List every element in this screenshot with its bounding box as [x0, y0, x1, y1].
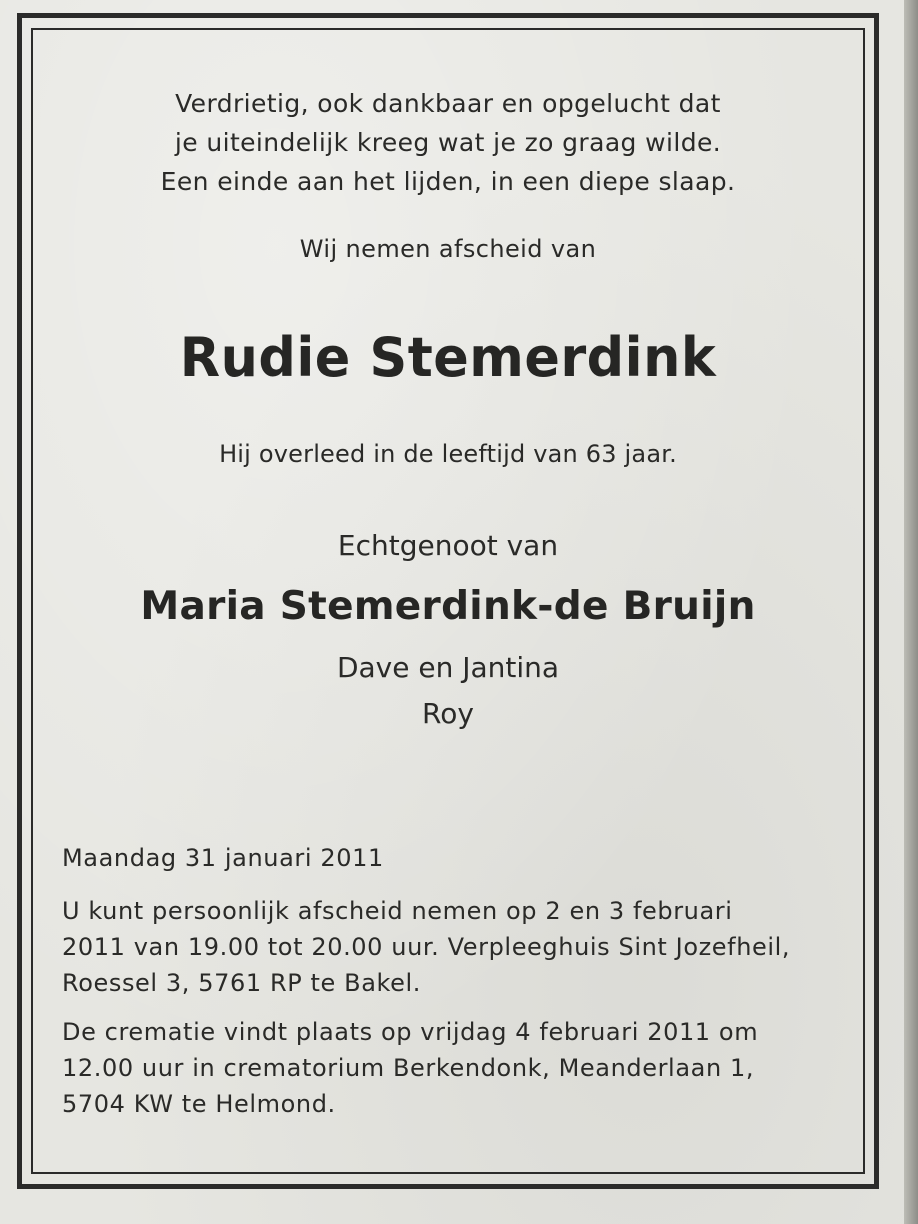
date-line: Maandag 31 januari 2011 [62, 844, 384, 872]
cremation-paragraph [62, 1014, 844, 1122]
scan-edge [904, 0, 918, 1224]
cremation-line-2: 12.00 uur in crematorium Berkendonk, Meanderlaan 1, [62, 1054, 755, 1082]
verse-line-1: Verdrietig, ook dankbaar en opgelucht dat [175, 89, 721, 118]
visit-line-1: U kunt persoonlijk afscheid nemen op 2 en 3 februari [62, 897, 733, 925]
verse-line-3: Een einde aan het lijden, in een diepe slaap. [160, 167, 736, 196]
intro-line: Wij nemen afscheid van [299, 235, 597, 263]
spouse-name: Maria Stemerdink-de Bruijn [140, 584, 756, 629]
cremation-line-3: 5704 KW te Helmond. [62, 1090, 336, 1118]
children-names: Dave en Jantina [336, 651, 560, 684]
deceased-name: Rudie Stemerdink [179, 326, 717, 389]
visitation-paragraph [62, 893, 844, 1001]
cremation-line-1: De crematie vindt plaats op vrijdag 4 februari 2011 om [62, 1018, 759, 1046]
verse-line-2: je uiteindelijk kreeg wat je zo graag wilde. [174, 128, 722, 157]
spouse-label: Echtgenoot van [337, 529, 559, 562]
visit-line-3: Roessel 3, 5761 RP te Bakel. [62, 969, 422, 997]
age-line: Hij overleed in de leeftijd van 63 jaar. [219, 440, 677, 468]
grandchild-name: Roy [422, 697, 474, 730]
visit-line-2: 2011 van 19.00 tot 20.00 uur. Verpleeghuis Sint Jozefheil, [62, 933, 791, 961]
opening-verse [31, 84, 865, 201]
